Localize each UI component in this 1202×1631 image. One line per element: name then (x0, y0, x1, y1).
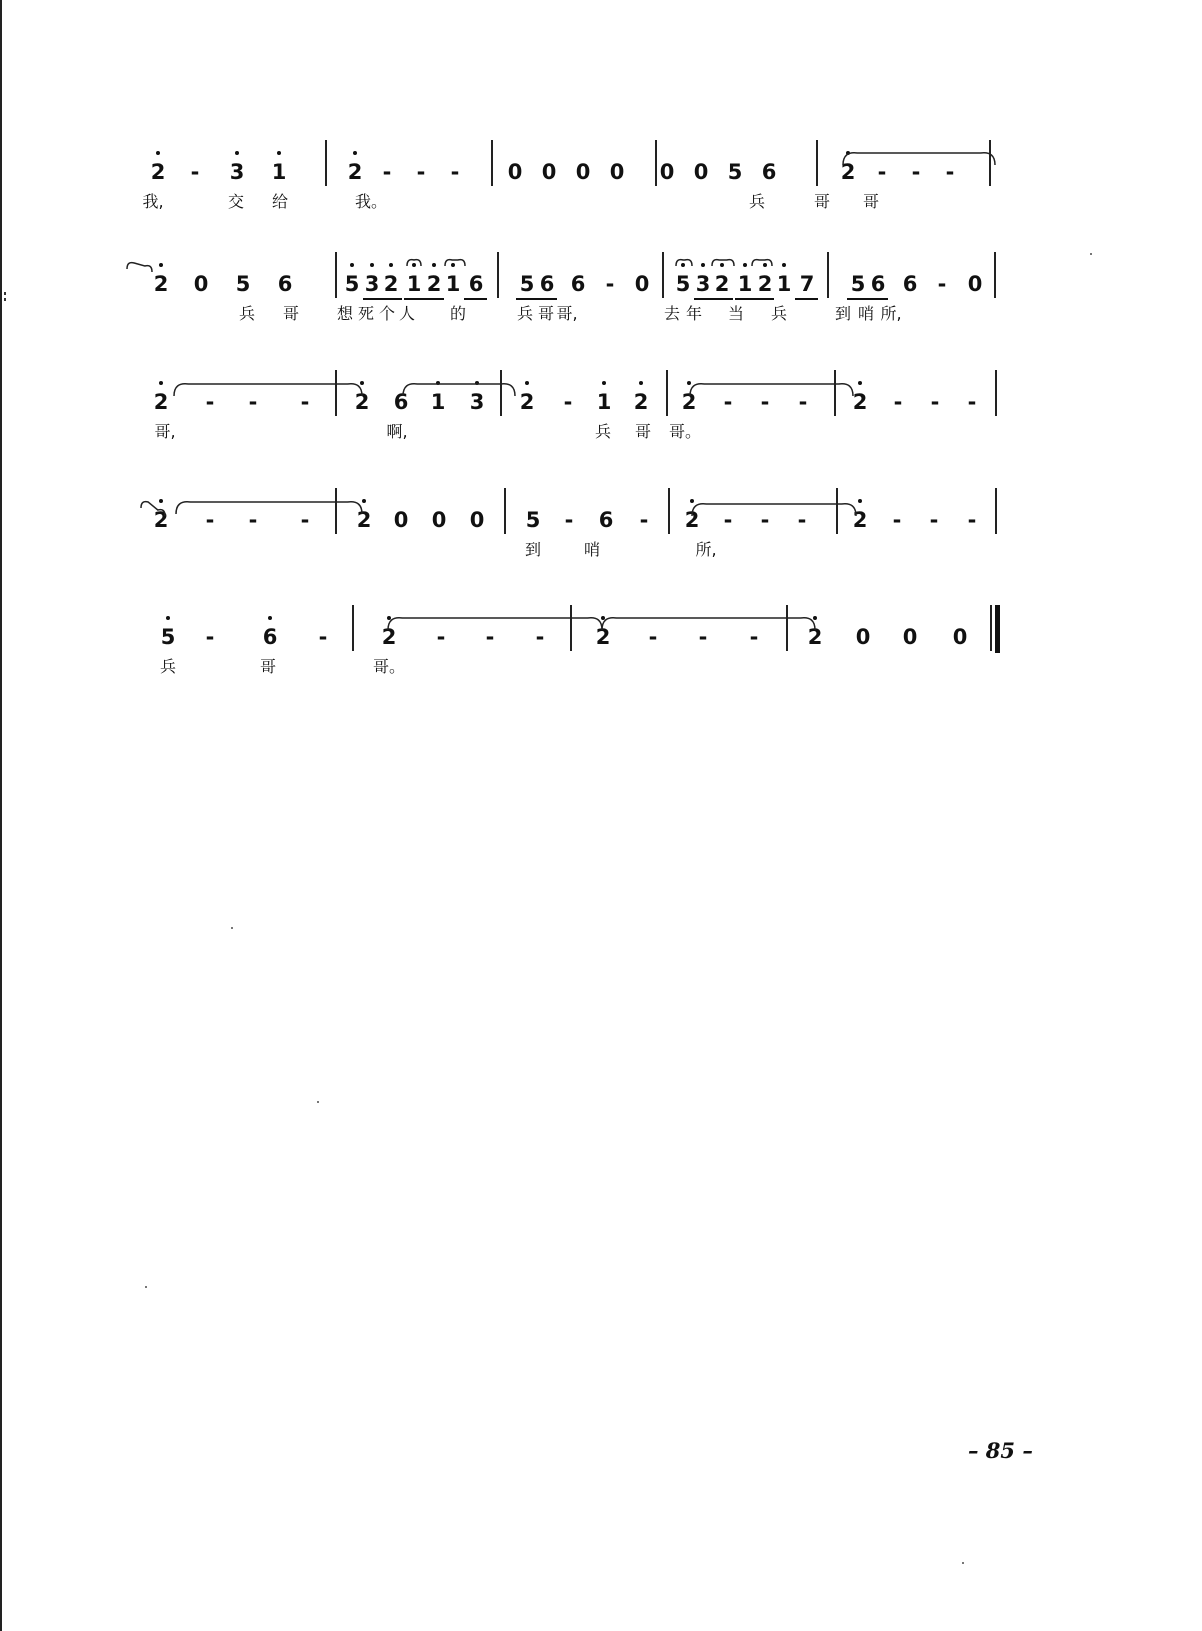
lyric: 哥。 (373, 657, 406, 676)
note-extension: - (535, 625, 545, 649)
lyric: 哥, (556, 304, 578, 323)
note: 0 (431, 508, 447, 532)
note: 2 (153, 508, 169, 532)
note-extension: - (797, 508, 807, 532)
lyric: 我。 (355, 192, 388, 211)
note: 5 (344, 272, 360, 296)
tie-arc (843, 153, 995, 165)
note-extension: - (911, 160, 921, 184)
note-extension: - (723, 390, 733, 414)
note: 6 (870, 272, 886, 296)
lyric: 给 (271, 192, 288, 211)
tie-arc (407, 260, 421, 266)
note-extension: - (450, 160, 460, 184)
note: 2 (633, 390, 649, 414)
note: 3 (469, 390, 485, 414)
note-extension: - (300, 390, 310, 414)
note-extension: - (248, 508, 258, 532)
note: 2 (356, 508, 372, 532)
note: 0 (967, 272, 983, 296)
note-extension: - (798, 390, 808, 414)
note: 2 (519, 390, 535, 414)
lyric: 哥 (634, 422, 651, 441)
page-number: – 85 – (968, 1438, 1033, 1463)
note: 0 (541, 160, 557, 184)
note: 5 (727, 160, 743, 184)
note: 0 (952, 625, 968, 649)
note-extension: - (639, 508, 649, 532)
lyric: 哥。 (669, 422, 702, 441)
note-extension: - (563, 390, 573, 414)
note-extension: - (564, 508, 574, 532)
lyric: 年 (685, 304, 702, 323)
note: 5 (525, 508, 541, 532)
note: 2 (426, 272, 442, 296)
note: 0 (659, 160, 675, 184)
tie-arc (445, 260, 465, 266)
note: 6 (761, 160, 777, 184)
note: 6 (393, 390, 409, 414)
note-extension: - (967, 508, 977, 532)
lyric: 哥 (862, 192, 879, 211)
note-extension: - (929, 508, 939, 532)
note: 0 (609, 160, 625, 184)
note: 2 (807, 625, 823, 649)
tie-arc (176, 502, 362, 514)
note: 5 (235, 272, 251, 296)
lyric: 哥 (282, 304, 299, 323)
note-extension: - (945, 160, 955, 184)
note: 6 (902, 272, 918, 296)
tie-arc (602, 618, 815, 630)
lyric: 兵 (748, 192, 765, 211)
note: 6 (262, 625, 278, 649)
tie-arc (141, 502, 165, 516)
tie-arc (692, 504, 856, 516)
note-extension: - (749, 625, 759, 649)
tie-arc (712, 260, 734, 266)
note-extension: - (760, 390, 770, 414)
lyric: 所, (695, 540, 717, 559)
note: 1 (596, 390, 612, 414)
note-extension: - (760, 508, 770, 532)
tie-arc (690, 384, 853, 396)
note: 6 (598, 508, 614, 532)
lyric: 去 (663, 304, 680, 323)
note-extension: - (605, 272, 615, 296)
lyric: 个 (378, 304, 395, 323)
note: 7 (799, 272, 815, 296)
note-extension: - (248, 390, 258, 414)
lyric: 死 (357, 304, 374, 323)
note: 0 (634, 272, 650, 296)
note: 5 (519, 272, 535, 296)
note: 0 (469, 508, 485, 532)
tie-arc (676, 260, 692, 266)
lyric: 人 (398, 304, 415, 323)
lyric: 兵 (159, 657, 176, 676)
note: 2 (852, 390, 868, 414)
tie-arc (174, 384, 362, 396)
note: 0 (693, 160, 709, 184)
note-extension: - (893, 390, 903, 414)
lyric: 我, (142, 192, 164, 211)
note: 2 (153, 390, 169, 414)
note: 1 (406, 272, 422, 296)
note: 0 (855, 625, 871, 649)
note-extension: - (300, 508, 310, 532)
note: 6 (570, 272, 586, 296)
note-extension: - (190, 160, 200, 184)
note-extension: - (698, 625, 708, 649)
lyric: 哥, (154, 422, 176, 441)
note-extension: - (205, 390, 215, 414)
note: 0 (507, 160, 523, 184)
lyric: 想 (336, 304, 353, 323)
lyric: 到 (524, 540, 541, 559)
note-extension: - (436, 625, 446, 649)
lyric: 到 (834, 304, 851, 323)
note: 0 (575, 160, 591, 184)
note: 1 (776, 272, 792, 296)
note: 2 (347, 160, 363, 184)
note: 2 (381, 625, 397, 649)
note-extension: - (205, 508, 215, 532)
note-extension: - (648, 625, 658, 649)
lyric: 兵 (770, 304, 787, 323)
lyric: 的 (449, 304, 466, 323)
tie-arc (403, 384, 515, 396)
tie-arc (388, 618, 602, 630)
note-extension: - (485, 625, 495, 649)
lyric: 兵 (594, 422, 611, 441)
lyric: 哥 (813, 192, 830, 211)
note: 6 (468, 272, 484, 296)
note: 1 (271, 160, 287, 184)
note: 6 (539, 272, 555, 296)
note-extension: - (877, 160, 887, 184)
note: 1 (737, 272, 753, 296)
note: 2 (153, 272, 169, 296)
note: 2 (714, 272, 730, 296)
note: 3 (364, 272, 380, 296)
note: 0 (193, 272, 209, 296)
note: 1 (445, 272, 461, 296)
note: 5 (160, 625, 176, 649)
note: 0 (393, 508, 409, 532)
note: 2 (840, 160, 856, 184)
note: 2 (595, 625, 611, 649)
note: 5 (675, 272, 691, 296)
note: 2 (757, 272, 773, 296)
note: 2 (852, 508, 868, 532)
lyric: 所, (880, 304, 902, 323)
note: 0 (902, 625, 918, 649)
note-extension: - (937, 272, 947, 296)
note: 2 (150, 160, 166, 184)
note: 3 (695, 272, 711, 296)
tie-arc (752, 260, 772, 266)
note-extension: - (723, 508, 733, 532)
lyric: 兵 (516, 304, 533, 323)
tie-arc (127, 263, 152, 272)
note-extension: - (318, 625, 328, 649)
note: 2 (354, 390, 370, 414)
lyric: 哥 (259, 657, 276, 676)
note-extension: - (382, 160, 392, 184)
note: 2 (383, 272, 399, 296)
note: 5 (850, 272, 866, 296)
note-extension: - (967, 390, 977, 414)
note: 6 (277, 272, 293, 296)
lyric: 交 (227, 192, 244, 211)
lyric: 哥 (537, 304, 554, 323)
lyric: 哨 (857, 304, 874, 323)
note-extension: - (205, 625, 215, 649)
lyric: 哨 (583, 540, 600, 559)
note-extension: - (930, 390, 940, 414)
lyric: 兵 (238, 304, 255, 323)
note: 1 (430, 390, 446, 414)
lyric: 当 (727, 304, 744, 323)
note: 2 (681, 390, 697, 414)
note: 3 (229, 160, 245, 184)
note-extension: - (416, 160, 426, 184)
lyric: 啊, (386, 422, 408, 441)
note: 2 (684, 508, 700, 532)
note-extension: - (892, 508, 902, 532)
